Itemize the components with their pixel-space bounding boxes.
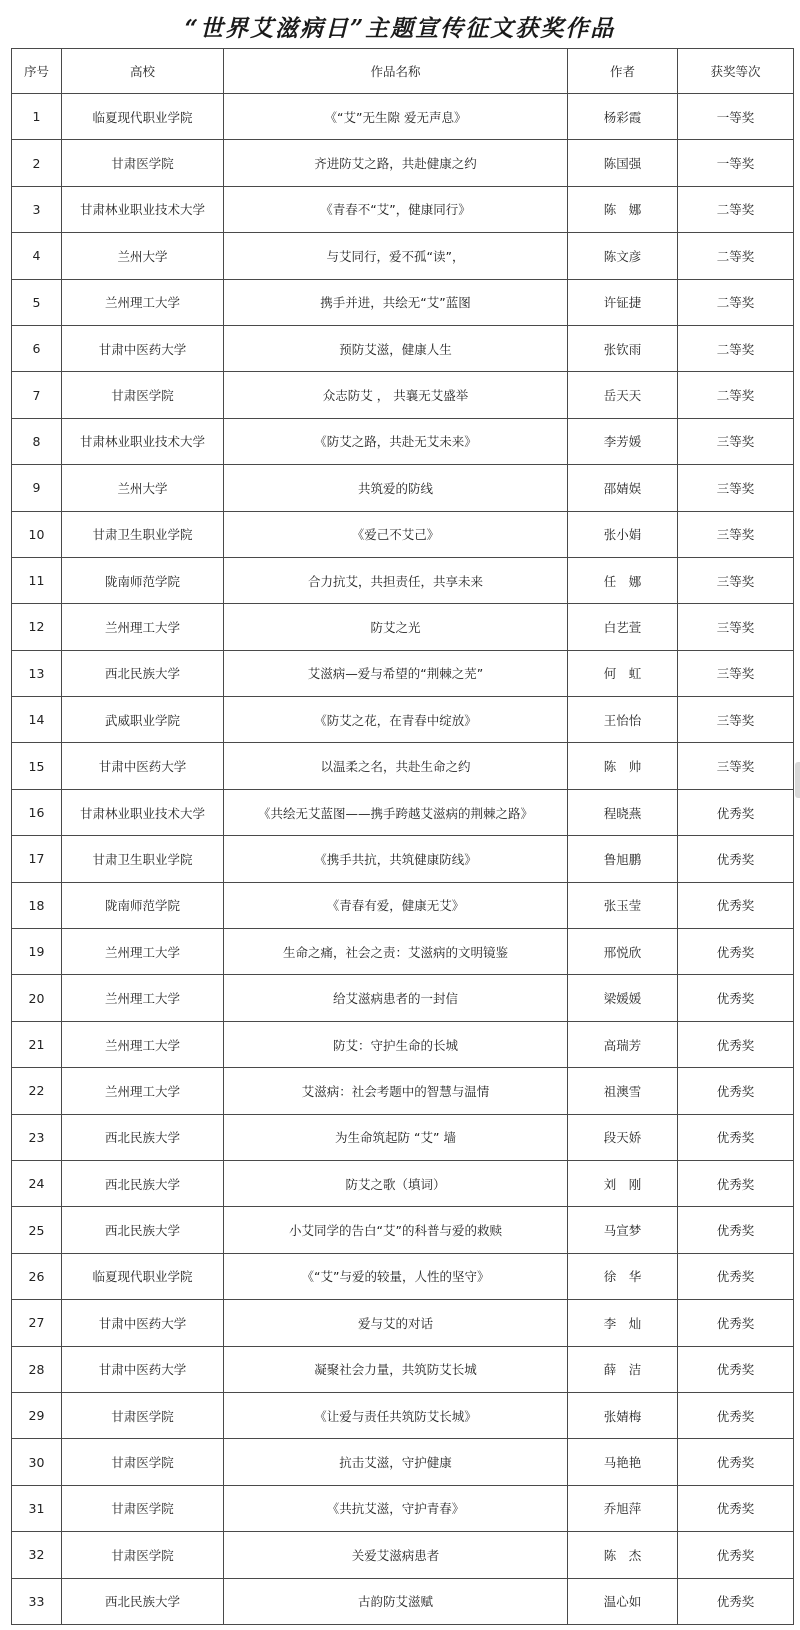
cell-no: 19	[12, 929, 62, 975]
cell-no: 24	[12, 1160, 62, 1206]
cell-author: 邵婧娱	[568, 465, 678, 511]
cell-school: 兰州理工大学	[62, 1021, 224, 1067]
cell-school: 甘肃中医药大学	[62, 325, 224, 371]
cell-work: 预防艾滋，健康人生	[224, 325, 568, 371]
cell-no: 10	[12, 511, 62, 557]
cell-school: 西北民族大学	[62, 1160, 224, 1206]
cell-award: 优秀奖	[678, 1300, 794, 1346]
cell-award: 一等奖	[678, 140, 794, 186]
cell-award: 二等奖	[678, 233, 794, 279]
cell-award: 优秀奖	[678, 789, 794, 835]
scroll-handle[interactable]	[795, 762, 800, 798]
cell-school: 西北民族大学	[62, 1207, 224, 1253]
cell-award: 优秀奖	[678, 1160, 794, 1206]
cell-award: 三等奖	[678, 418, 794, 464]
cell-school: 兰州大学	[62, 465, 224, 511]
cell-no: 17	[12, 836, 62, 882]
table-row	[12, 1578, 794, 1624]
cell-award: 二等奖	[678, 279, 794, 325]
cell-no: 2	[12, 140, 62, 186]
cell-author: 刘 刚	[568, 1160, 678, 1206]
cell-work: 与艾同行，爱不孤“读”，	[224, 233, 568, 279]
cell-author: 陈 娜	[568, 186, 678, 232]
cell-work: 《共绘无艾蓝图——携手跨越艾滋病的荆棘之路》	[224, 789, 568, 835]
table-row	[12, 233, 794, 279]
cell-no: 7	[12, 372, 62, 418]
cell-award: 三等奖	[678, 743, 794, 789]
cell-work: 《防艾之花，在青春中绽放》	[224, 697, 568, 743]
cell-no: 16	[12, 789, 62, 835]
cell-school: 临夏现代职业学院	[62, 94, 224, 140]
cell-work: 《爱己不艾己》	[224, 511, 568, 557]
cell-work: 爱与艾的对话	[224, 1300, 568, 1346]
cell-school: 武威职业学院	[62, 697, 224, 743]
table-row	[12, 465, 794, 511]
cell-author: 梁媛媛	[568, 975, 678, 1021]
table-row	[12, 836, 794, 882]
cell-work: 《“艾”与爱的较量，人性的坚守》	[224, 1253, 568, 1299]
cell-school: 甘肃中医药大学	[62, 743, 224, 789]
header-row	[12, 49, 794, 94]
cell-work: 防艾：守护生命的长城	[224, 1021, 568, 1067]
cell-award: 三等奖	[678, 557, 794, 603]
cell-author: 李芳媛	[568, 418, 678, 464]
cell-school: 甘肃中医药大学	[62, 1300, 224, 1346]
header-work: 作品名称	[224, 49, 568, 94]
cell-work: 艾滋病：社会考题中的智慧与温情	[224, 1068, 568, 1114]
cell-school: 甘肃中医药大学	[62, 1346, 224, 1392]
cell-author: 陈国强	[568, 140, 678, 186]
cell-no: 29	[12, 1392, 62, 1438]
cell-work: 抗击艾滋，守护健康	[224, 1439, 568, 1485]
cell-no: 11	[12, 557, 62, 603]
cell-no: 20	[12, 975, 62, 1021]
cell-award: 优秀奖	[678, 1346, 794, 1392]
cell-no: 12	[12, 604, 62, 650]
table-row	[12, 1207, 794, 1253]
header-school: 高校	[62, 49, 224, 94]
cell-school: 甘肃林业职业技术大学	[62, 186, 224, 232]
cell-work: 《防艾之路，共赴无艾未来》	[224, 418, 568, 464]
cell-work: 合力抗艾，共担责任，共享未来	[224, 557, 568, 603]
table-row	[12, 1300, 794, 1346]
cell-no: 13	[12, 650, 62, 696]
cell-no: 3	[12, 186, 62, 232]
cell-work: 关爱艾滋病患者	[224, 1532, 568, 1578]
table-row	[12, 1160, 794, 1206]
table-row	[12, 604, 794, 650]
cell-award: 优秀奖	[678, 929, 794, 975]
table-row	[12, 279, 794, 325]
cell-school: 兰州理工大学	[62, 1068, 224, 1114]
table-row	[12, 511, 794, 557]
cell-no: 27	[12, 1300, 62, 1346]
cell-work: 给艾滋病患者的一封信	[224, 975, 568, 1021]
cell-author: 乔旭萍	[568, 1485, 678, 1531]
cell-work: 艾滋病—爱与希望的“荆棘之芜”	[224, 650, 568, 696]
cell-school: 兰州理工大学	[62, 604, 224, 650]
table-row	[12, 1253, 794, 1299]
cell-award: 三等奖	[678, 604, 794, 650]
cell-award: 优秀奖	[678, 836, 794, 882]
header-author: 作者	[568, 49, 678, 94]
cell-author: 马艳艳	[568, 1439, 678, 1485]
cell-school: 甘肃医学院	[62, 1439, 224, 1485]
cell-work: 《青春不“艾”，健康同行》	[224, 186, 568, 232]
cell-author: 张玉莹	[568, 882, 678, 928]
cell-work: 古韵防艾滋赋	[224, 1578, 568, 1624]
cell-work: 为生命筑起防 “艾” 墙	[224, 1114, 568, 1160]
header-no: 序号	[12, 49, 62, 94]
table-body	[12, 94, 794, 1625]
table-row	[12, 743, 794, 789]
cell-no: 8	[12, 418, 62, 464]
cell-award: 一等奖	[678, 94, 794, 140]
cell-award: 优秀奖	[678, 975, 794, 1021]
cell-author: 徐 华	[568, 1253, 678, 1299]
cell-award: 三等奖	[678, 650, 794, 696]
cell-no: 4	[12, 233, 62, 279]
cell-author: 陈 帅	[568, 743, 678, 789]
cell-work: 小艾同学的告白“艾”的科普与爱的救赎	[224, 1207, 568, 1253]
table-row	[12, 697, 794, 743]
cell-school: 西北民族大学	[62, 650, 224, 696]
cell-award: 优秀奖	[678, 1068, 794, 1114]
cell-school: 甘肃林业职业技术大学	[62, 789, 224, 835]
table-row	[12, 1532, 794, 1578]
cell-no: 22	[12, 1068, 62, 1114]
table-row	[12, 1439, 794, 1485]
table-row	[12, 789, 794, 835]
cell-no: 33	[12, 1578, 62, 1624]
table-row	[12, 882, 794, 928]
cell-award: 优秀奖	[678, 1021, 794, 1067]
table-row	[12, 186, 794, 232]
cell-award: 三等奖	[678, 465, 794, 511]
cell-no: 21	[12, 1021, 62, 1067]
table-row	[12, 372, 794, 418]
cell-no: 23	[12, 1114, 62, 1160]
cell-no: 18	[12, 882, 62, 928]
cell-school: 甘肃林业职业技术大学	[62, 418, 224, 464]
cell-author: 任 娜	[568, 557, 678, 603]
cell-work: 以温柔之名，共赴生命之约	[224, 743, 568, 789]
cell-author: 高瑞芳	[568, 1021, 678, 1067]
cell-work: 《青春有爱，健康无艾》	[224, 882, 568, 928]
cell-no: 15	[12, 743, 62, 789]
cell-school: 甘肃医学院	[62, 1532, 224, 1578]
cell-author: 温心如	[568, 1578, 678, 1624]
cell-no: 14	[12, 697, 62, 743]
table-row	[12, 1346, 794, 1392]
cell-school: 临夏现代职业学院	[62, 1253, 224, 1299]
cell-school: 甘肃医学院	[62, 372, 224, 418]
table-row	[12, 975, 794, 1021]
cell-author: 陈文彦	[568, 233, 678, 279]
cell-work: 《让爱与责任共筑防艾长城》	[224, 1392, 568, 1438]
cell-no: 6	[12, 325, 62, 371]
cell-work: 凝聚社会力量，共筑防艾长城	[224, 1346, 568, 1392]
award-table	[11, 48, 794, 1625]
cell-work: 《共抗艾滋，守护青春》	[224, 1485, 568, 1531]
cell-school: 兰州理工大学	[62, 975, 224, 1021]
table-row	[12, 418, 794, 464]
cell-award: 二等奖	[678, 186, 794, 232]
cell-school: 陇南师范学院	[62, 882, 224, 928]
cell-author: 何 虹	[568, 650, 678, 696]
cell-school: 兰州理工大学	[62, 279, 224, 325]
cell-school: 甘肃医学院	[62, 1392, 224, 1438]
cell-author: 王怡怡	[568, 697, 678, 743]
cell-author: 鲁旭鹏	[568, 836, 678, 882]
table-row	[12, 929, 794, 975]
cell-work: 齐进防艾之路，共赴健康之约	[224, 140, 568, 186]
cell-author: 陈 杰	[568, 1532, 678, 1578]
cell-no: 5	[12, 279, 62, 325]
table-header	[12, 49, 794, 94]
table-row	[12, 325, 794, 371]
cell-no: 25	[12, 1207, 62, 1253]
cell-school: 甘肃医学院	[62, 140, 224, 186]
cell-work: 携手并进，共绘无“艾”蓝图	[224, 279, 568, 325]
cell-author: 邢悦欣	[568, 929, 678, 975]
cell-award: 二等奖	[678, 325, 794, 371]
cell-school: 西北民族大学	[62, 1578, 224, 1624]
cell-award: 优秀奖	[678, 1485, 794, 1531]
cell-school: 甘肃卫生职业学院	[62, 511, 224, 557]
cell-no: 28	[12, 1346, 62, 1392]
cell-author: 许钲捷	[568, 279, 678, 325]
cell-award: 优秀奖	[678, 1207, 794, 1253]
cell-author: 白艺萱	[568, 604, 678, 650]
cell-author: 薛 洁	[568, 1346, 678, 1392]
table-row	[12, 1392, 794, 1438]
cell-no: 9	[12, 465, 62, 511]
cell-work: 共筑爱的防线	[224, 465, 568, 511]
cell-award: 优秀奖	[678, 1392, 794, 1438]
cell-school: 甘肃卫生职业学院	[62, 836, 224, 882]
cell-award: 优秀奖	[678, 882, 794, 928]
table-row	[12, 557, 794, 603]
cell-author: 张婧梅	[568, 1392, 678, 1438]
cell-work: 《“艾”无生隙 爱无声息》	[224, 94, 568, 140]
cell-award: 二等奖	[678, 372, 794, 418]
cell-author: 张小娟	[568, 511, 678, 557]
cell-work: 《携手共抗，共筑健康防线》	[224, 836, 568, 882]
table-row	[12, 140, 794, 186]
cell-award: 优秀奖	[678, 1114, 794, 1160]
page-title: “世界艾滋病日”主题宣传征文获奖作品	[184, 15, 616, 42]
cell-school: 西北民族大学	[62, 1114, 224, 1160]
cell-award: 三等奖	[678, 697, 794, 743]
cell-author: 张钦雨	[568, 325, 678, 371]
cell-author: 李 灿	[568, 1300, 678, 1346]
table-row	[12, 1114, 794, 1160]
cell-no: 30	[12, 1439, 62, 1485]
cell-author: 祖澳雪	[568, 1068, 678, 1114]
header-award: 获奖等次	[678, 49, 794, 94]
cell-award: 优秀奖	[678, 1253, 794, 1299]
cell-no: 32	[12, 1532, 62, 1578]
cell-author: 杨彩霞	[568, 94, 678, 140]
table-row	[12, 94, 794, 140]
cell-award: 优秀奖	[678, 1578, 794, 1624]
table-row	[12, 1068, 794, 1114]
cell-school: 甘肃医学院	[62, 1485, 224, 1531]
cell-no: 1	[12, 94, 62, 140]
table-row	[12, 1021, 794, 1067]
cell-author: 岳天天	[568, 372, 678, 418]
cell-work: 众志防艾 ， 共襄无艾盛举	[224, 372, 568, 418]
cell-no: 31	[12, 1485, 62, 1531]
cell-school: 兰州大学	[62, 233, 224, 279]
cell-award: 优秀奖	[678, 1532, 794, 1578]
cell-work: 防艾之歌（填词）	[224, 1160, 568, 1206]
cell-school: 兰州理工大学	[62, 929, 224, 975]
cell-award: 优秀奖	[678, 1439, 794, 1485]
cell-author: 程晓燕	[568, 789, 678, 835]
table-row	[12, 1485, 794, 1531]
cell-author: 段天娇	[568, 1114, 678, 1160]
cell-no: 26	[12, 1253, 62, 1299]
cell-author: 马宣梦	[568, 1207, 678, 1253]
cell-school: 陇南师范学院	[62, 557, 224, 603]
cell-work: 防艾之光	[224, 604, 568, 650]
table-row	[12, 650, 794, 696]
cell-work: 生命之痛，社会之责：艾滋病的文明镜鉴	[224, 929, 568, 975]
cell-award: 三等奖	[678, 511, 794, 557]
